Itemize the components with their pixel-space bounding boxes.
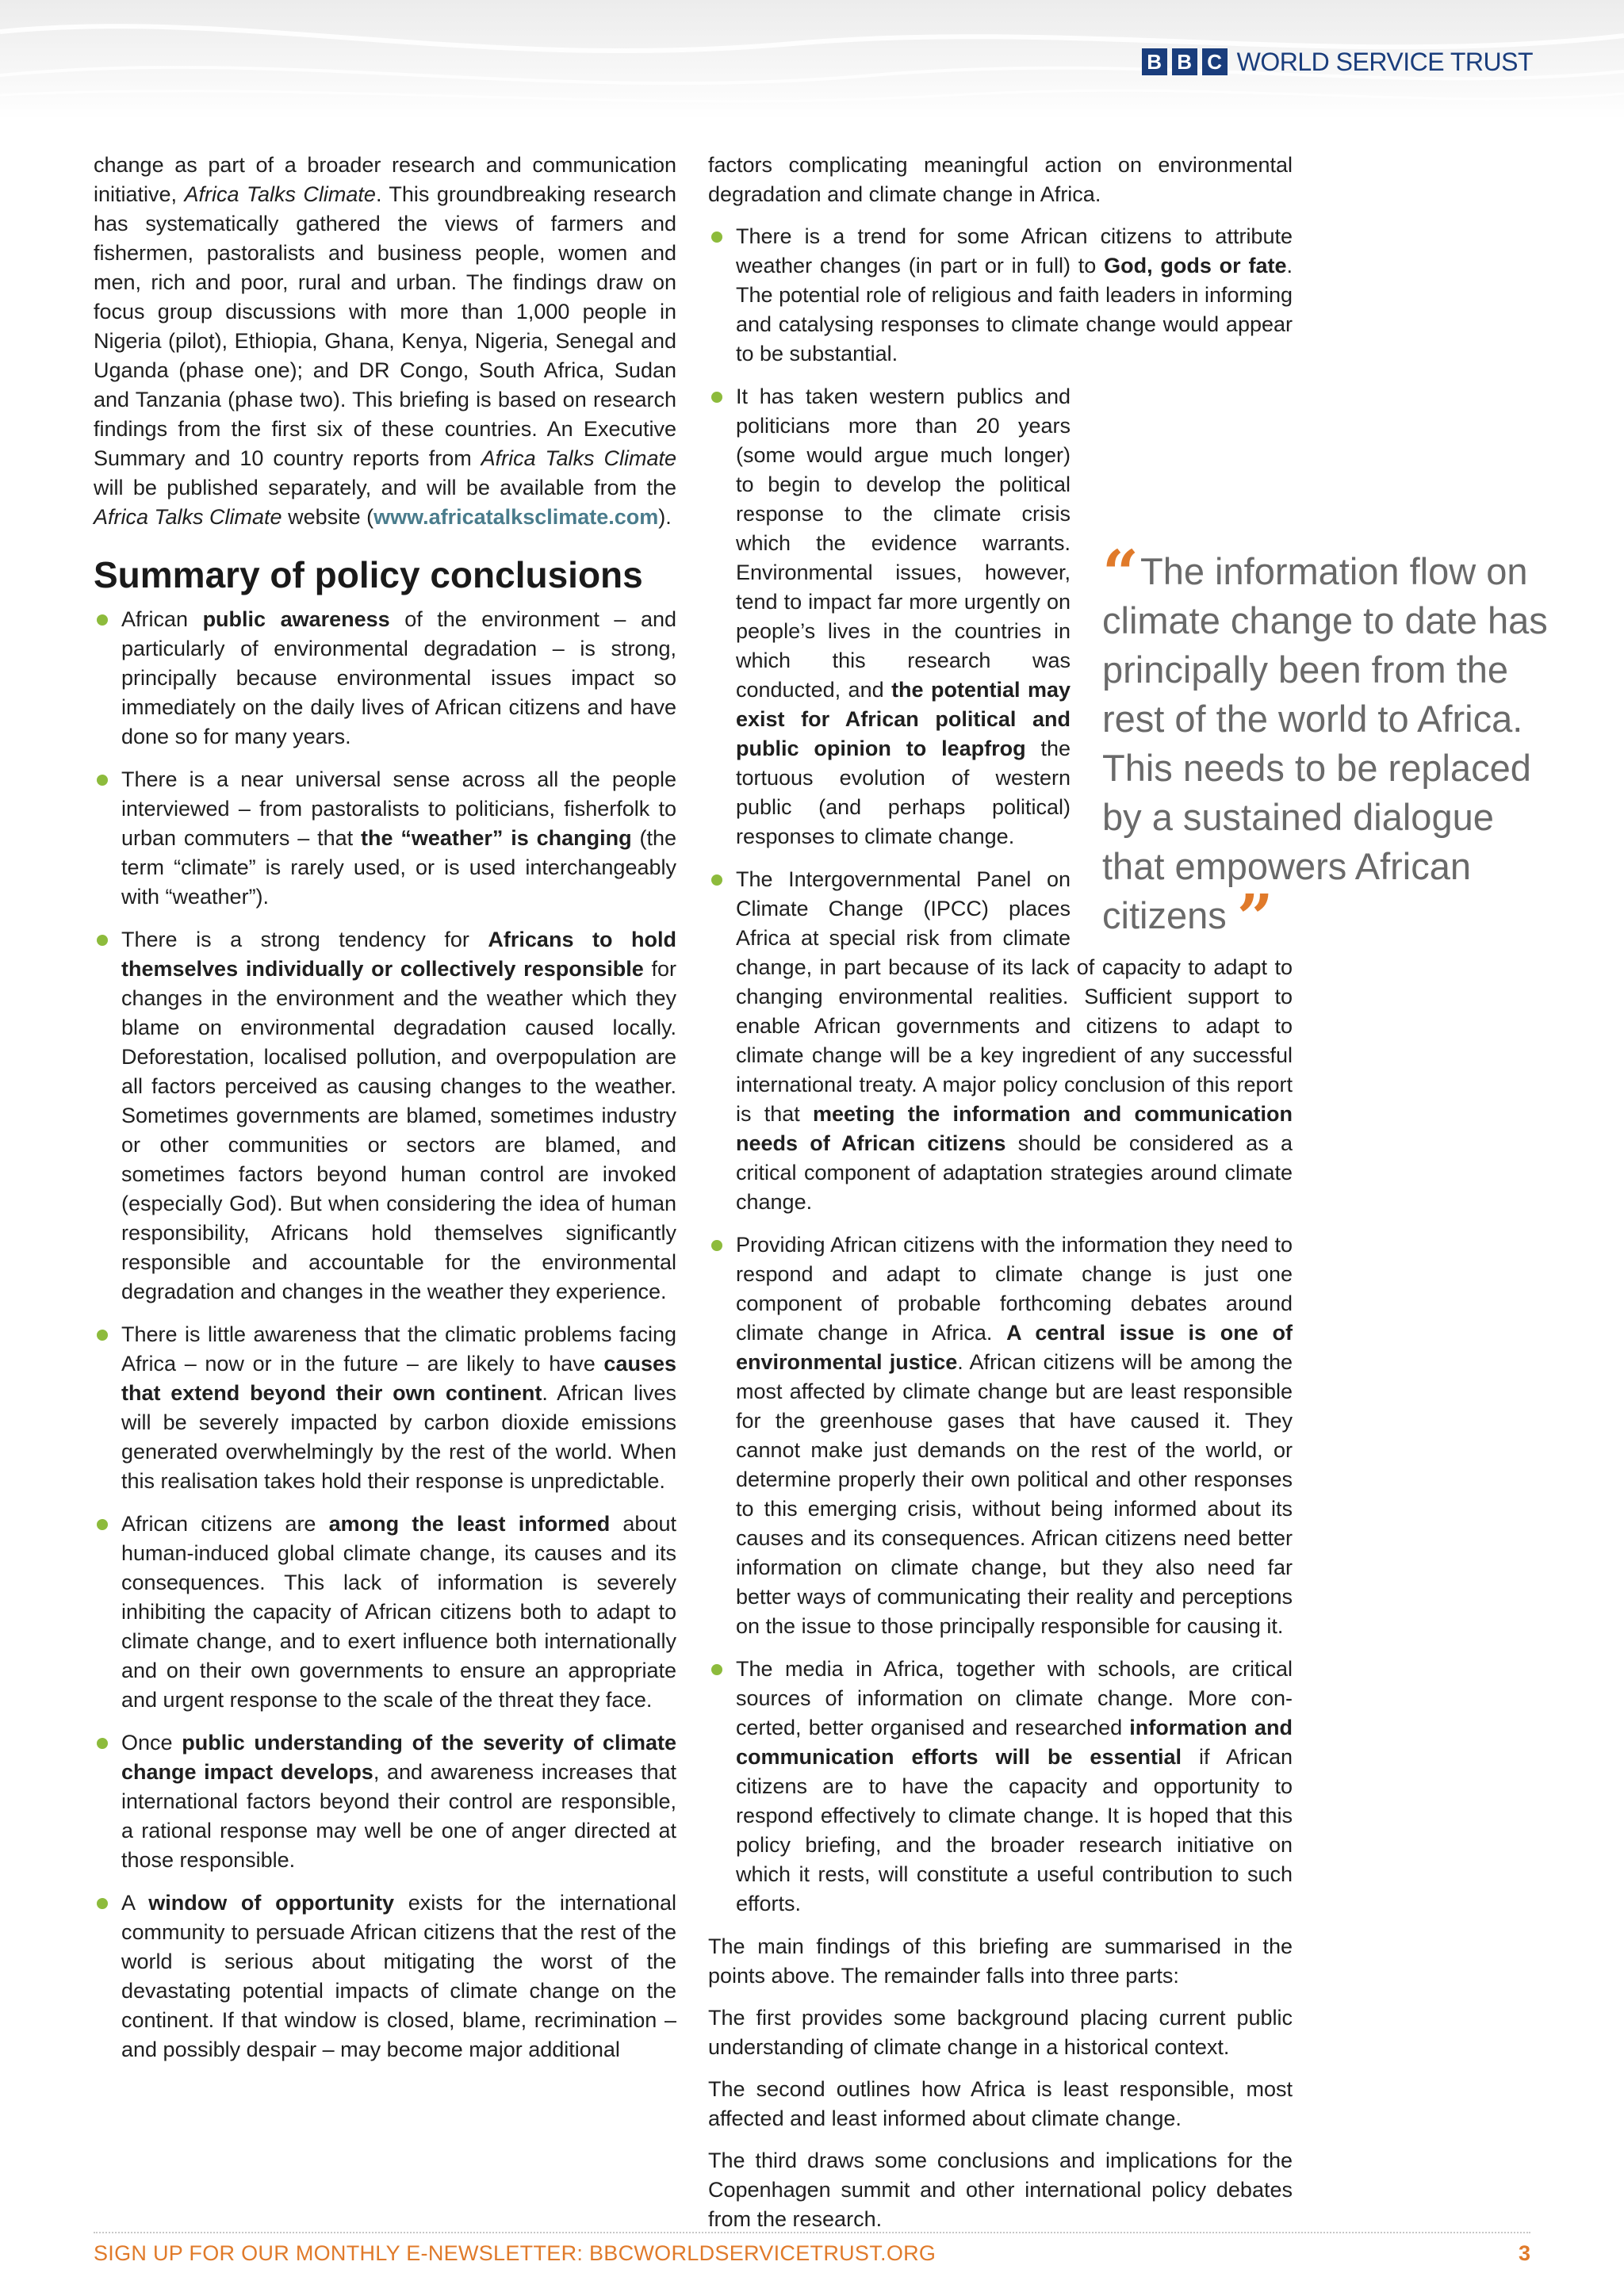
list-item: There is little awareness that the climatic problems facing Africa – now or in the future – are likely to have causes that extend beyond their own continent. African lives will be severely impacted by carbon dioxide emissions generated overwhelmingly by the rest of the world. When this realisation takes hold their response is unpredictable.: [94, 1320, 676, 1496]
list-item: It has taken western publics and politicians more than 20 years (some would argue much longer) to begin to develop the political response to the climate crisis which the evidence warrants. Environmental issues, however, tend to impact far more urgently on people’s lives in the countries in which this research was conducted, and the potential may exist for African political and public opinion to leapfrog the tortuous evolution of western public (and perhaps political) responses to climate change.: [708, 382, 1293, 851]
closing-paragraph: The first provides some background placing current public understanding of climate change in a historical context.: [708, 2006, 1293, 2059]
page-number: 3: [1518, 2241, 1530, 2265]
bullet-dot-icon: [97, 935, 108, 946]
bullet-dot-icon: [711, 392, 722, 403]
bullet-dot-icon: [711, 1664, 722, 1675]
bullet-dot-icon: [711, 232, 722, 243]
closing-paragraph: The third draws some conclusions and implications for the Copenhagen summit and other international policy debates from the research.: [708, 2149, 1293, 2231]
continuation-paragraph: factors complicating meaningful action on environmental degradation and climate change in Africa.: [708, 153, 1293, 206]
list-item: The Intergovernmental Panel on Climate Change (IPCC) places Africa at special risk from climate change, in part because of its lack of capacity to adapt to changing environmental realities. Sufficient support to enable African governments and citizens to adapt to climate change will be a key ingredient of any successful international treaty. A major policy conclusion of this report is that meeting the information and communication needs of African citizens should be considered as a critical component of adaptation strategies around climate change.: [708, 865, 1293, 1217]
list-item: Providing African citizens with the information they need to respond and adapt to climate change is just one component of probable forthcoming debates around climate change in Africa. A central issue is one of environmental justice. African citizens will be among the most affected by climate change but are least responsible for the greenhouse gases that have caused it. They cannot make just demands on the rest of the world, or determine properly their own political and other responses to this emerging crisis, without being informed about its causes and its consequences. African citizens need better information on climate change, but they also need far better ways of communicating their reality and perceptions on the issue to those principally responsible for causing it.: [708, 1230, 1293, 1641]
open-quote-mark: “: [1102, 536, 1139, 610]
bullet-dot-icon: [711, 1240, 722, 1251]
list-item: The media in Africa, together with schools, are critical sources of information on climate change. More concerted, better organised and researched information and communication efforts will be essential if African citizens are to have the capacity and opportunity to respond effectively to climate change. It is hoped that this policy briefing, and the broader research initiative on which it rests, will constitute a useful contribution to such efforts.: [708, 1655, 1293, 1919]
closing-paragraph: The main findings of this briefing are summarised in the points above. The remainder falls into three parts:: [708, 1934, 1293, 1988]
website-link[interactable]: www.africatalksclimate.com: [373, 505, 659, 529]
bullet-dot-icon: [97, 614, 108, 626]
left-column: [94, 151, 676, 2078]
bullet-dot-icon: [97, 1898, 108, 1909]
logo-letter-b1: B: [1142, 48, 1167, 75]
newsletter-signup-text: SIGN UP FOR OUR MONTHLY E-NEWSLETTER: BBCWORLDSERVICETRUST.ORG: [94, 2241, 936, 2265]
logo-letter-c: C: [1202, 48, 1228, 75]
intro-paragraph: change as part of a broader research and communication initiative, Africa Talks Climate. This groundbreaking research has systematically gathered the views of farmers and fishermen, pastoralists and business people, women and men, rich and poor, rural and urban. The findings draw on focus group discussions with more than 1,000 people in Nigeria (pilot), Ethiopia, Ghana, Kenya, Nigeria, Senegal and Uganda (phase one); and DR Congo, South Africa, Sudan and Tanzania (phase two). This briefing is based on research findings from the first six of these countries. An Executive Summary and 10 country reports from Africa Talks Climate will be published separately, and will be available from the Africa Talks Climate website (www.africatalksclimate.com).: [94, 153, 676, 529]
pull-quote-text: The information flow on climate change to date has principally been from the rest of the world to Africa. This needs to be replaced by a sustained dialogue that empowers African citizens: [1102, 550, 1548, 936]
section-title: Summary of policy conclusions: [94, 554, 643, 595]
right-bullet-list: [708, 222, 1293, 1919]
bbc-world-service-trust-logo: [1142, 48, 1533, 76]
left-bullet-list: [94, 605, 676, 2064]
newsletter-signup-link[interactable]: BBCWORLDSERVICETRUST.ORG: [588, 2241, 936, 2265]
list-item: African citizens are among the least informed about human-induced global climate change, its causes and its consequences. This lack of information is severely inhibiting the capacity of African citizens both to adapt to climate change, and to exert influence both internationally and on their own governments to ensure an appropriate and urgent response to the scale of the threat they face.: [94, 1510, 676, 1715]
list-item: Once public understanding of the severity of climate change impact develops, and awareness increases that international factors beyond their control are responsible, a rational response may well be one of anger directed at those responsible.: [94, 1728, 676, 1875]
pull-quote: [1102, 536, 1554, 955]
right-column: [708, 151, 1293, 2247]
list-item: African public awareness of the environment – and particularly of environmental degradation – is strong, principally because environmental issues impact so immediately on the daily lives of African citizens and have done so for many years.: [94, 605, 676, 752]
bullet-dot-icon: [711, 874, 722, 886]
footer-divider: [94, 2232, 1530, 2233]
list-item: A window of opportunity exists for the international community to persuade African citizens that the rest of the world is serious about mitigating the worst of the devastating potential impacts of climate change on the continent. If that window is closed, blame, recrimination – and possibly despair – may become major additional: [94, 1888, 676, 2064]
footer: [94, 2241, 1530, 2270]
list-item: There is a trend for some African citizens to attribute weather changes (in part or in full) to God, gods or fate. The potential role of religious and faith leaders in informing and catalysing responses to climate change would appear to be substantial.: [708, 222, 1293, 369]
closing-paragraph: The second outlines how Africa is least responsible, most affected and least informed about climate change.: [708, 2077, 1293, 2130]
brand-name: WORLD SERVICE TRUST: [1236, 47, 1533, 76]
bullet-dot-icon: [97, 775, 108, 786]
list-item: There is a strong tendency for Africans to hold themselves individually or collectively responsible for changes in the environment and the weather which they blame on environmental degradation caused locally. Deforestation, localised pollution, and overpopulation are all factors perceived as causing changes to the weather. Sometimes governments are blamed, sometimes industry or other communities or sectors are blamed, and sometimes factors beyond human control are invoked (especially God). But when considering the idea of human responsibility, Africans hold themselves significantly responsible and accountable for the environmental degradation and changes in the weather they experience.: [94, 925, 676, 1307]
list-item: There is a near universal sense across all the people interviewed – from pastoralists to politicians, fisherfolk to urban commuters – that the “weather” is changing (the term “climate” is rarely used, or is used interchangeably with “weather”).: [94, 765, 676, 912]
close-quote-mark: ”: [1236, 880, 1274, 955]
bullet-dot-icon: [97, 1519, 108, 1530]
bullet-dot-icon: [97, 1330, 108, 1341]
bullet-dot-icon: [97, 1738, 108, 1749]
logo-letter-b2: B: [1172, 48, 1197, 75]
